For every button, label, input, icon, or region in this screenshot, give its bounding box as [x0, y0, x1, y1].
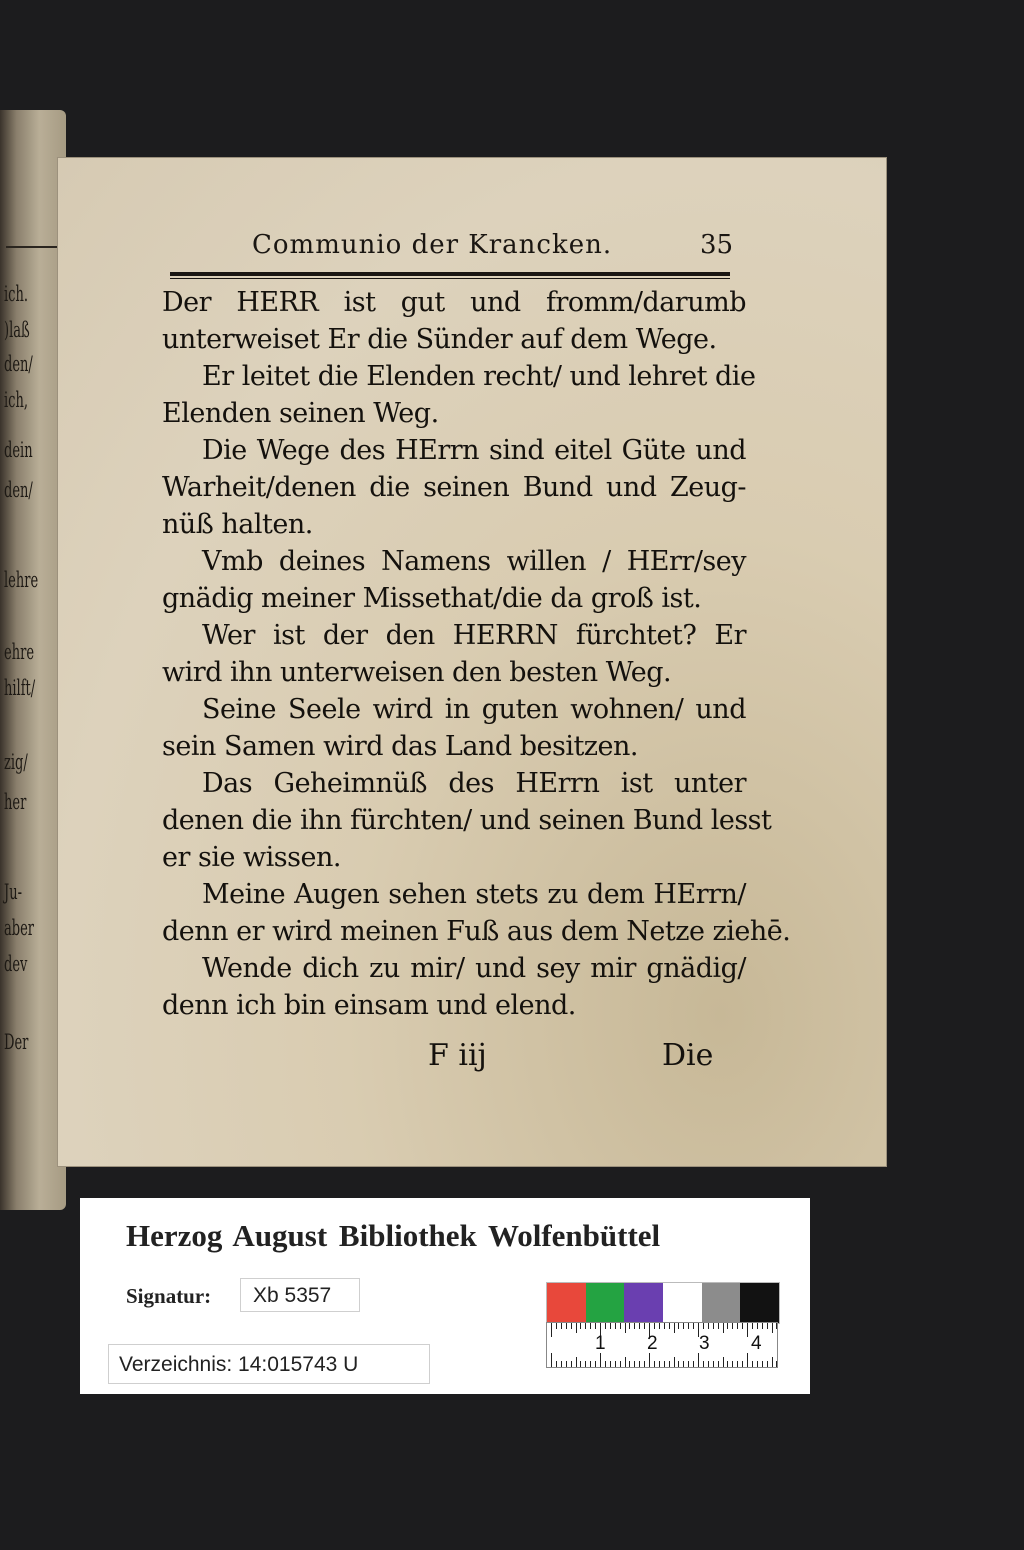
ruler-number: 3 — [699, 1333, 710, 1354]
ruler-tick — [649, 1353, 650, 1367]
ruler-tick — [772, 1323, 773, 1333]
ruler-tick — [610, 1361, 611, 1367]
facing-page-text: dein — [4, 438, 33, 462]
ruler-tick — [634, 1323, 635, 1329]
ruler-tick — [615, 1323, 616, 1329]
ruler-tick — [772, 1357, 773, 1367]
text-line: Das Geheimnüß des HErrn ist unter — [202, 768, 746, 799]
text-line: denn er wird meinen Fuß aus dem Netze ziehē. — [162, 916, 791, 947]
ruler-tick — [556, 1323, 557, 1329]
text-line: sein Samen wird das Land besitzen. — [162, 731, 638, 762]
ruler-tick — [674, 1357, 675, 1367]
ruler-tick — [708, 1323, 709, 1329]
ruler-tick — [723, 1357, 724, 1367]
facing-page-text: ich. — [4, 282, 28, 306]
ruler-tick — [742, 1323, 743, 1329]
ruler-tick — [585, 1361, 586, 1367]
signatur-value: Xb 5357 — [240, 1278, 360, 1312]
ruler-tick — [629, 1323, 630, 1329]
ruler-tick — [762, 1361, 763, 1367]
ruler-tick — [762, 1323, 763, 1329]
ruler-tick — [644, 1361, 645, 1367]
color-swatch — [624, 1283, 663, 1323]
library-label — [80, 1198, 810, 1394]
text-line: wird ihn unterweisen den besten Weg. — [162, 657, 672, 688]
ruler-tick — [654, 1361, 655, 1367]
facing-page-text: den/ — [4, 352, 33, 376]
ruler-tick — [688, 1361, 689, 1367]
ruler-tick — [737, 1361, 738, 1367]
color-swatch — [740, 1283, 779, 1323]
ruler-tick — [678, 1323, 679, 1329]
ruler-tick — [718, 1361, 719, 1367]
signatur-label: Signatur: — [126, 1284, 212, 1308]
ruler-tick — [566, 1361, 567, 1367]
ruler-tick — [683, 1323, 684, 1329]
ruler-tick — [590, 1323, 591, 1329]
ruler-tick — [580, 1361, 581, 1367]
ruler-tick — [561, 1323, 562, 1329]
text-line: denn ich bin einsam und elend. — [162, 990, 576, 1021]
ruler-tick — [595, 1323, 596, 1329]
ruler-tick — [605, 1323, 606, 1329]
header-rule — [170, 272, 730, 276]
text-line: Die Wege des HErrn sind eitel Güte und — [202, 435, 746, 466]
ruler-tick — [644, 1323, 645, 1329]
facing-page-text: zig/ — [4, 750, 28, 774]
ruler-tick — [757, 1361, 758, 1367]
ruler-tick — [688, 1323, 689, 1329]
ruler-tick — [713, 1323, 714, 1329]
ruler-tick — [634, 1361, 635, 1367]
ruler-tick — [752, 1323, 753, 1329]
ruler-tick — [693, 1323, 694, 1329]
facing-page-text: Ju- — [4, 880, 23, 904]
ruler-tick — [580, 1323, 581, 1329]
ruler-tick — [629, 1361, 630, 1367]
text-line: Seine Seele wird in guten wohnen/ und — [202, 694, 746, 725]
ruler-tick — [605, 1361, 606, 1367]
ruler-tick — [625, 1357, 626, 1367]
body-text — [162, 284, 791, 1024]
text-line: Vmb deines Namens willen / HErr/sey — [202, 546, 746, 577]
library-title: Herzog August Bibliothek Wolfenbüttel — [126, 1218, 661, 1253]
text-line: nüß halten. — [162, 509, 313, 540]
ruler-tick — [620, 1323, 621, 1329]
ruler-tick — [556, 1361, 557, 1367]
catchword: Die — [662, 1038, 714, 1073]
ruler-tick — [767, 1361, 768, 1367]
ruler-tick — [659, 1323, 660, 1329]
facing-page-text: hilft/ — [4, 676, 36, 700]
ruler-tick — [585, 1323, 586, 1329]
ruler-tick — [639, 1361, 640, 1367]
ruler-tick — [703, 1323, 704, 1329]
ruler-tick — [747, 1323, 748, 1337]
ruler-tick — [678, 1361, 679, 1367]
ruler-tick — [576, 1323, 577, 1333]
facing-page-rule — [6, 246, 62, 248]
ruler-tick — [757, 1323, 758, 1329]
facing-page-text: ehre — [4, 640, 35, 664]
facing-page-text: den/ — [4, 478, 33, 502]
ruler-tick — [664, 1361, 665, 1367]
text-line: gnädig meiner Missethat/die da groß ist. — [162, 583, 702, 614]
ruler-tick — [571, 1323, 572, 1329]
ruler-tick — [718, 1323, 719, 1329]
ruler-tick — [674, 1323, 675, 1333]
text-line: Wer ist der den HERRN fürchtet? Er — [202, 620, 746, 651]
ruler-tick — [776, 1323, 777, 1329]
ruler-tick — [615, 1361, 616, 1367]
ruler-tick — [654, 1323, 655, 1329]
ruler-tick — [664, 1323, 665, 1329]
ruler-tick — [742, 1361, 743, 1367]
ruler-tick — [698, 1353, 699, 1367]
facing-page-text: Der — [4, 1030, 29, 1054]
facing-page-text: aber — [4, 916, 35, 940]
ruler-number: 4 — [751, 1333, 762, 1354]
ruler-tick — [551, 1323, 552, 1337]
ruler-tick — [732, 1323, 733, 1329]
ruler-tick — [752, 1361, 753, 1367]
ruler-tick — [551, 1353, 552, 1367]
ruler-tick — [703, 1361, 704, 1367]
text-line: Wende dich zu mir/ und sey mir gnädig/ — [202, 953, 746, 984]
ruler-number: 1 — [595, 1333, 606, 1354]
signature-mark: F iij — [428, 1038, 487, 1073]
page-number: 35 — [700, 230, 734, 260]
facing-page-text: dev — [4, 952, 28, 976]
ruler-tick — [732, 1361, 733, 1367]
text-line: Der HERR ist gut und fromm/darumb — [162, 287, 746, 318]
ruler-tick — [737, 1323, 738, 1329]
color-swatch — [547, 1283, 586, 1323]
header-rule-thin — [170, 278, 730, 279]
ruler-tick — [693, 1361, 694, 1367]
text-line: Er leitet die Elenden recht/ und lehret die — [202, 361, 756, 392]
text-line: er sie wissen. — [162, 842, 341, 873]
color-swatch — [702, 1283, 741, 1323]
ruler-tick — [669, 1361, 670, 1367]
running-head: Communio der Krancken. — [252, 230, 613, 260]
facing-page-text: ich, — [4, 388, 28, 412]
facing-page-text: )laß — [4, 318, 30, 342]
ruler-tick — [776, 1361, 777, 1367]
ruler-tick — [590, 1361, 591, 1367]
ruler-number: 2 — [647, 1333, 658, 1354]
ruler-tick — [576, 1357, 577, 1367]
ruler-tick — [620, 1361, 621, 1367]
ruler-tick — [561, 1361, 562, 1367]
facing-page-fragment — [0, 110, 66, 1210]
verzeichnis-field: Verzeichnis: 14:015743 U — [108, 1344, 430, 1384]
text-line: Meine Augen sehen stets zu dem HErrn/ — [202, 879, 746, 910]
text-line: Elenden seinen Weg. — [162, 398, 439, 429]
facing-page-text: her — [4, 790, 27, 814]
book-page — [58, 158, 886, 1166]
ruler-tick — [723, 1323, 724, 1333]
facing-page-text: lehre — [4, 568, 39, 592]
ruler-tick — [600, 1353, 601, 1367]
color-calibration-bar — [546, 1282, 780, 1324]
ruler-tick — [625, 1323, 626, 1333]
text-line: denen die ihn fürchten/ und seinen Bund lesst — [162, 805, 772, 836]
ruler-tick — [708, 1361, 709, 1367]
ruler-tick — [610, 1323, 611, 1329]
ruler-tick — [683, 1361, 684, 1367]
text-line: Warheit/denen die seinen Bund und Zeug- — [162, 472, 746, 503]
color-swatch — [663, 1283, 702, 1323]
ruler-tick — [747, 1353, 748, 1367]
ruler-tick — [727, 1323, 728, 1329]
ruler-tick — [595, 1361, 596, 1367]
text-line: unterweiset Er die Sünder auf dem Wege. — [162, 324, 717, 355]
ruler-tick — [659, 1361, 660, 1367]
ruler-tick — [727, 1361, 728, 1367]
ruler-tick — [566, 1323, 567, 1329]
color-swatch — [586, 1283, 625, 1323]
scale-ruler — [546, 1322, 778, 1368]
ruler-tick — [767, 1323, 768, 1329]
ruler-tick — [639, 1323, 640, 1329]
ruler-tick — [713, 1361, 714, 1367]
ruler-tick — [571, 1361, 572, 1367]
ruler-tick — [669, 1323, 670, 1329]
